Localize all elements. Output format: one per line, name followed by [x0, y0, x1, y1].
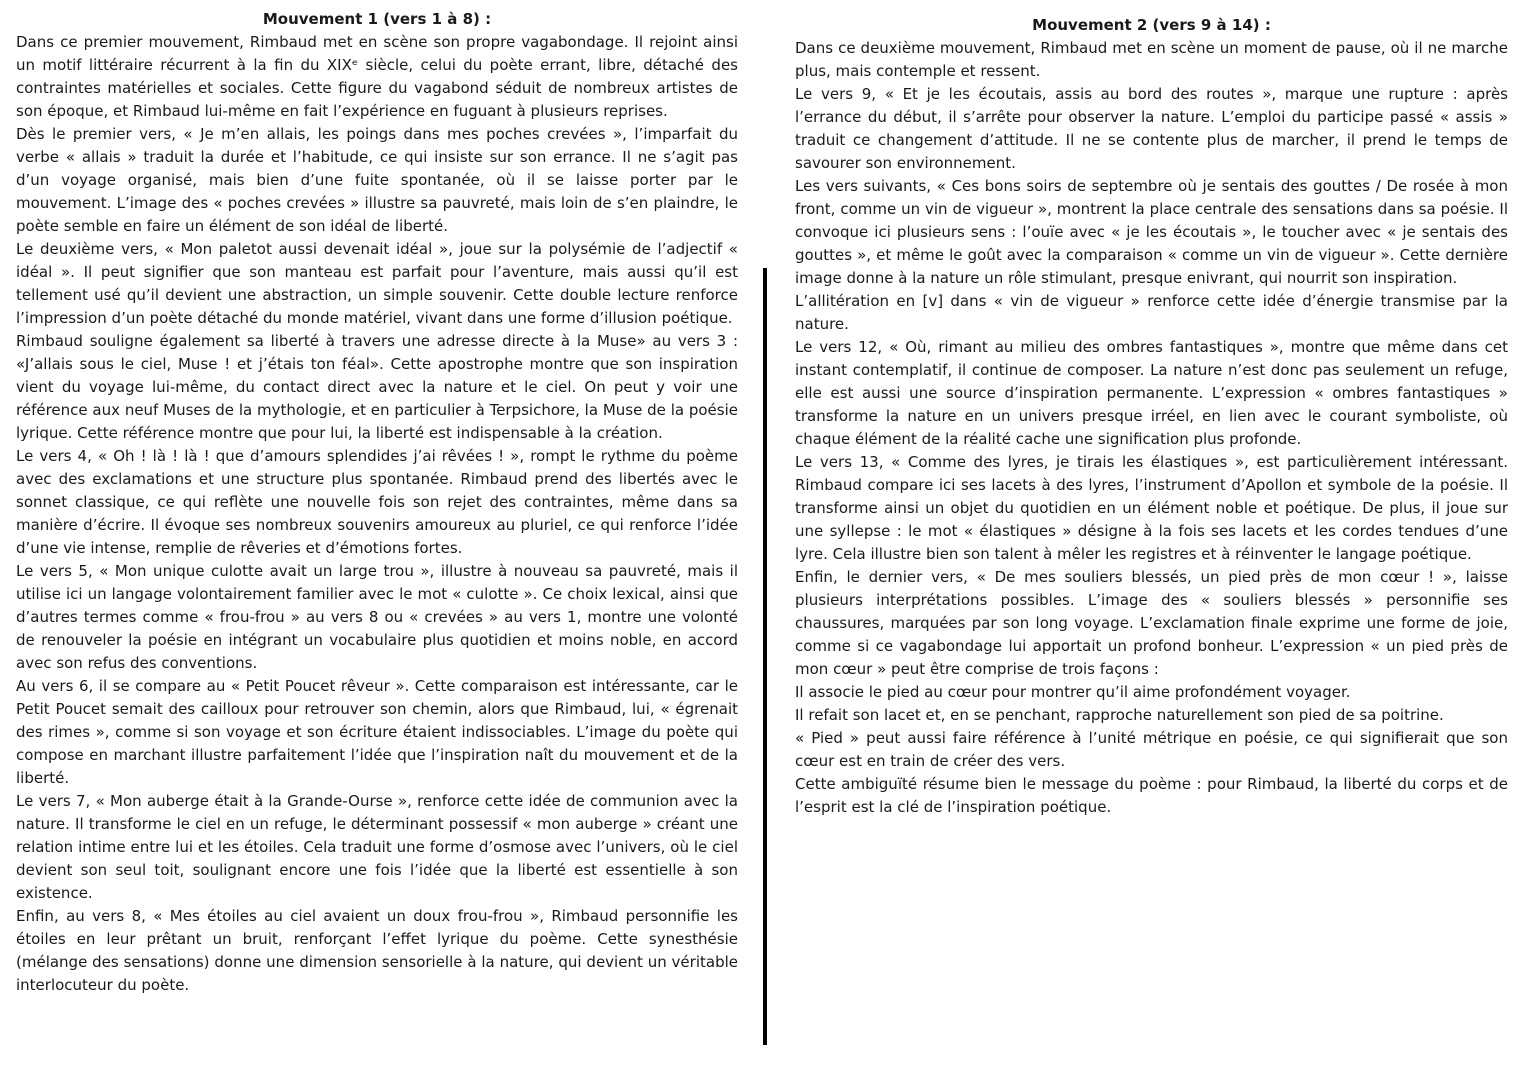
paragraph: Enfin, le dernier vers, « De mes souliers blessés, un pied près de mon cœur ! », laisse plusieurs interprétations possibles. L’image des « souliers blessés » personnifie ses chaussures, marquées par son long voyage. L’exclamation finale exprime une forme de joie, comme si ce vagabondage lui apportait un profond bonheur. L’expression « un pied près de mon cœur » peut être comprise de trois façons : — [795, 568, 1508, 678]
paragraph: Il refait son lacet et, en se penchant, rapproche naturellement son pied de sa poitrine. — [795, 706, 1444, 724]
paragraph: Dès le premier vers, « Je m’en allais, les poings dans mes poches crevées », l’imparfait du verbe « allais » traduit la durée et l’habitude, ce qui insiste sur son errance. Il ne s’agit pas d’un voyage organisé, mais bien d’une fuite spontanée, où il se laisse porter par le mouvement. L’image des « poches crevées » illustre sa pauvreté, mais loin de s’en plaindre, le poète semble en faire un élément de son idéal de liberté. — [16, 125, 738, 235]
paragraph: Le vers 5, « Mon unique culotte avait un large trou », illustre à nouveau sa pauvreté, mais il utilise ici un langage volontairement familier avec le mot « culotte ». Ce choix lexical, ainsi que d’autres termes comme « frou-frou » au vers 8 ou « crevées » au vers 1, montre une volonté de renouveler la poésie en intégrant un vocabulaire plus quotidien et moins noble, en accord avec son refus des conventions. — [16, 562, 738, 672]
paragraph: Dans ce premier mouvement, Rimbaud met en scène son propre vagabondage. Il rejoint ainsi un motif littéraire récurrent à la fin du XIXᵉ siècle, celui du poète errant, libre, détaché des contraintes matérielles et sociales. Cette figure du vagabond séduit de nombreux artistes de son époque, et Rimbaud lui-même en fait l’expérience en fuguant à plusieurs reprises. — [16, 33, 738, 120]
paragraph: Le vers 7, « Mon auberge était à la Grande-Ourse », renforce cette idée de communion avec la nature. Il transforme le ciel en un refuge, le déterminant possessif « mon auberge » créant une relation intime entre lui et les étoiles. Cela traduit une forme d’osmose avec l’univers, où le ciel devient son seul toit, soulignant encore une fois l’idée que la liberté est essentielle à son existence. — [16, 792, 738, 902]
paragraph: Le vers 9, « Et je les écoutais, assis au bord des routes », marque une rupture : après l’errance du début, il s’arrête pour observer la nature. L’emploi du participe passé « assis » traduit ce changement d’attitude. Il ne se contente plus de marcher, il prend le temps de savourer son environnement. — [795, 85, 1508, 172]
paragraph: Rimbaud souligne également sa liberté à travers une adresse directe à la Muse» au vers 3 : «J’allais sous le ciel, Muse ! et j’étais ton féal». Cette apostrophe montre que son inspiration vient du voyage lui-même, du contact direct avec la nature et le ciel. On peut y voir une référence aux neuf Muses de la mythologie, et en particulier à Terpsichore, la Muse de la poésie lyrique. Cette référence montre que pour lui, la liberté est indispensable à la création. — [16, 332, 738, 442]
movement-2-column — [795, 14, 1508, 819]
paragraph: Le deuxième vers, « Mon paletot aussi devenait idéal », joue sur la polysémie de l’adjectif « idéal ». Il peut signifier que son manteau est parfait pour l’aventure, mais aussi qu’il est tellement usé qu’il devient une abstraction, un simple souvenir. Cette double lecture renforce l’impression d’un poète détaché du monde matériel, vivant dans une forme d’illusion poétique. — [16, 240, 738, 327]
paragraph: Le vers 12, « Où, rimant au milieu des ombres fantastiques », montre que même dans cet instant contemplatif, il continue de composer. La nature n’est donc pas seulement un refuge, elle est aussi une source d’inspiration permanente. L’expression « ombres fantastiques » transforme la nature en un univers presque irréel, en lien avec le courant symboliste, où chaque élément de la réalité cache une signification plus profonde. — [795, 338, 1508, 448]
paragraph: Le vers 4, « Oh ! là ! là ! que d’amours splendides j’ai rêvées ! », rompt le rythme du poème avec des exclamations et une structure plus spontanée. Rimbaud prend des libertés avec le sonnet classique, ce qui reflète une nouvelle fois son rejet des contraintes, même dans sa manière d’écrire. Il évoque ses nombreux souvenirs amoureux au pluriel, ce qui renforce l’idée d’une vie intense, remplie de rêveries et d’émotions fortes. — [16, 447, 738, 557]
movement-1-title: Mouvement 1 (vers 1 à 8) : — [262, 10, 492, 28]
paragraph: Le vers 13, « Comme des lyres, je tirais les élastiques », est particulièrement intéressant. Rimbaud compare ici ses lacets à des lyres, l’instrument d’Apollon et symbole de la poésie. Il transforme ainsi un objet du quotidien en un élément noble et poétique. De plus, il joue sur une syllepse : le mot « élastiques » désigne à la fois ses lacets et les cordes tendues d’une lyre. Cela illustre bien son talent à mêler les registres et à réinventer le langage poétique. — [795, 453, 1508, 563]
movement-1-column — [16, 8, 738, 997]
paragraph: « Pied » peut aussi faire référence à l’unité métrique en poésie, ce qui signifierait que son cœur est en train de créer des vers. — [795, 729, 1508, 770]
paragraph: Il associe le pied au cœur pour montrer qu’il aime profondément voyager. — [795, 683, 1351, 701]
paragraph: Enfin, au vers 8, « Mes étoiles au ciel avaient un doux frou-frou », Rimbaud personnifie les étoiles en leur prêtant un bruit, renforçant l’effet lyrique du poème. Cette synesthésie (mélange des sensations) donne une dimension sensorielle à la nature, qui devient un véritable interlocuteur du poète. — [16, 907, 738, 994]
paragraph: Les vers suivants, « Ces bons soirs de septembre où je sentais des gouttes / De rosée à mon front, comme un vin de vigueur », montrent la place centrale des sensations dans sa poésie. Il convoque ici plusieurs sens : l’ouïe avec « je les écoutais », le toucher avec « je sentais des gouttes », et même le goût avec la comparaison « comme un vin de vigueur ». Cette dernière image donne à la nature un rôle stimulant, presque enivrant, qui nourrit son inspiration. — [795, 177, 1508, 287]
paragraph: Dans ce deuxième mouvement, Rimbaud met en scène un moment de pause, où il ne marche plus, mais contemple et ressent. — [795, 39, 1508, 80]
column-divider — [763, 268, 767, 1045]
movement-2-title: Mouvement 2 (vers 9 à 14) : — [1032, 16, 1271, 34]
paragraph: Au vers 6, il se compare au « Petit Poucet rêveur ». Cette comparaison est intéressante, car le Petit Poucet semait des cailloux pour retrouver son chemin, alors que Rimbaud, lui, « égrenait des rimes », comme si son voyage et son écriture étaient indissociables. L’image du poète qui compose en marchant illustre parfaitement l’idée que l’inspiration naît du mouvement et de la liberté. — [16, 677, 738, 787]
paragraph: Cette ambiguïté résume bien le message du poème : pour Rimbaud, la liberté du corps et de l’esprit est la clé de l’inspiration poétique. — [795, 775, 1508, 816]
paragraph: L’allitération en [v] dans « vin de vigueur » renforce cette idée d’énergie transmise par la nature. — [795, 292, 1508, 333]
